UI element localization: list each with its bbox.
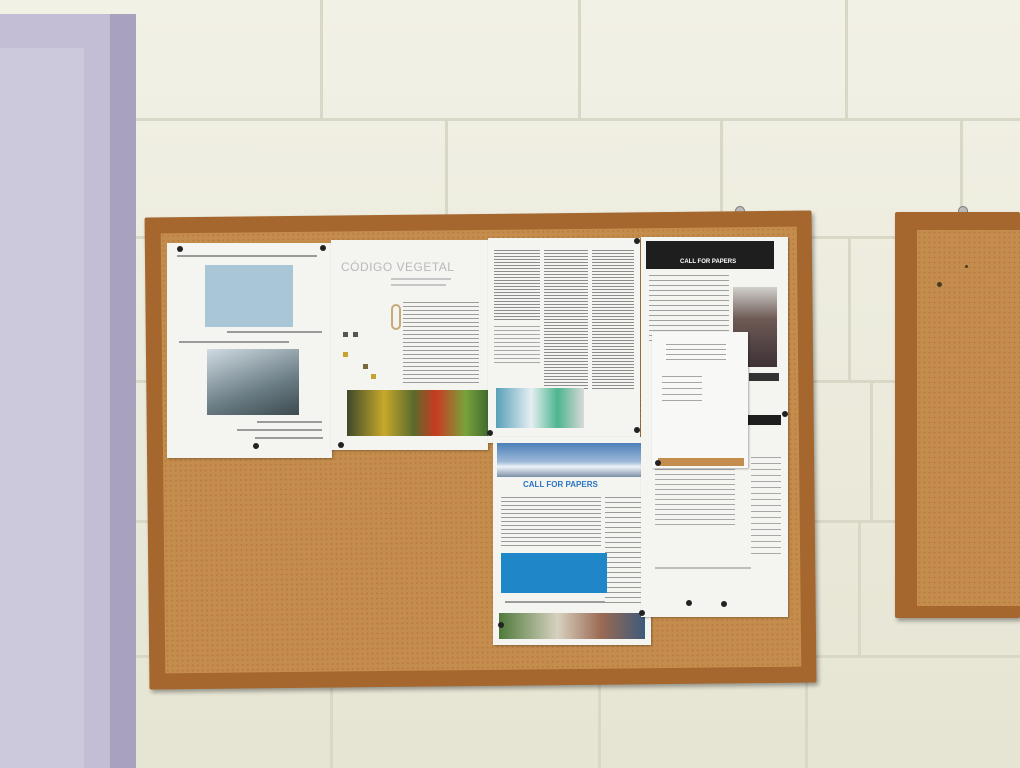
text-block <box>655 469 735 529</box>
mortar-line <box>578 0 581 118</box>
cfp-heading: CALL FOR PAPERS <box>523 480 598 489</box>
dark-header <box>745 415 781 425</box>
mortar-line <box>100 118 1020 121</box>
bullet-dot <box>343 352 348 357</box>
push-pin <box>320 245 326 251</box>
mortar-line <box>870 380 873 520</box>
side-notice-board <box>895 212 1020 618</box>
vegetable-photo <box>347 390 488 436</box>
mortar-line <box>858 520 861 655</box>
venue-photo <box>499 613 645 639</box>
dates-box <box>501 553 607 593</box>
text-line <box>505 601 605 603</box>
chart-figure <box>496 388 584 428</box>
photo-landscape <box>207 349 299 415</box>
poster-call-for-papers-main <box>493 437 651 645</box>
text-line <box>227 331 322 333</box>
bullet-dot <box>343 332 348 337</box>
mortar-line <box>848 236 851 380</box>
text-line <box>391 278 451 280</box>
text-line <box>179 341 289 343</box>
cork-edge <box>658 458 744 466</box>
push-pin <box>487 430 493 436</box>
mountain-banner <box>497 443 647 477</box>
text-column <box>544 250 588 390</box>
push-pin <box>177 246 183 252</box>
push-pin <box>639 610 645 616</box>
push-pin <box>686 600 692 606</box>
pin-hole <box>937 282 942 287</box>
poster-overlay-sheet <box>652 332 748 468</box>
text-column <box>592 250 634 390</box>
push-pin <box>782 411 788 417</box>
bullet-dot <box>363 364 368 369</box>
push-pin <box>498 622 504 628</box>
pin-hole <box>965 265 968 268</box>
push-pin <box>721 601 727 607</box>
text-block <box>662 376 702 406</box>
poster-article <box>488 238 640 443</box>
push-pin <box>253 443 259 449</box>
poster-codigo-vegetal <box>331 240 488 450</box>
photo-sea <box>205 265 293 327</box>
text-block <box>501 497 601 547</box>
push-pin <box>338 442 344 448</box>
poster-title: CÓDIGO VEGETAL <box>341 260 455 274</box>
text-column <box>494 250 540 320</box>
text-block <box>605 497 645 607</box>
text-line <box>257 421 322 423</box>
logo-strip <box>749 373 779 381</box>
bullet-dot <box>371 374 376 379</box>
push-pin <box>655 460 661 466</box>
text-line <box>655 567 751 569</box>
push-pin <box>634 427 640 433</box>
text-line <box>177 255 317 257</box>
bullet-dot <box>353 332 358 337</box>
text-column <box>494 326 540 366</box>
poster-document-left <box>167 243 332 458</box>
text-line <box>237 429 322 431</box>
dark-header <box>646 241 774 269</box>
drop-cap <box>391 304 401 330</box>
text-block <box>751 457 781 557</box>
mortar-line <box>845 0 848 118</box>
cfp-heading: CALL FOR PAPERS <box>680 259 737 265</box>
door <box>0 48 84 768</box>
text-column <box>403 302 479 386</box>
cork-surface <box>917 230 1020 606</box>
text-line <box>391 284 446 286</box>
mortar-line <box>320 0 323 118</box>
push-pin <box>634 238 640 244</box>
text-line <box>255 437 323 439</box>
text-block <box>666 344 726 364</box>
